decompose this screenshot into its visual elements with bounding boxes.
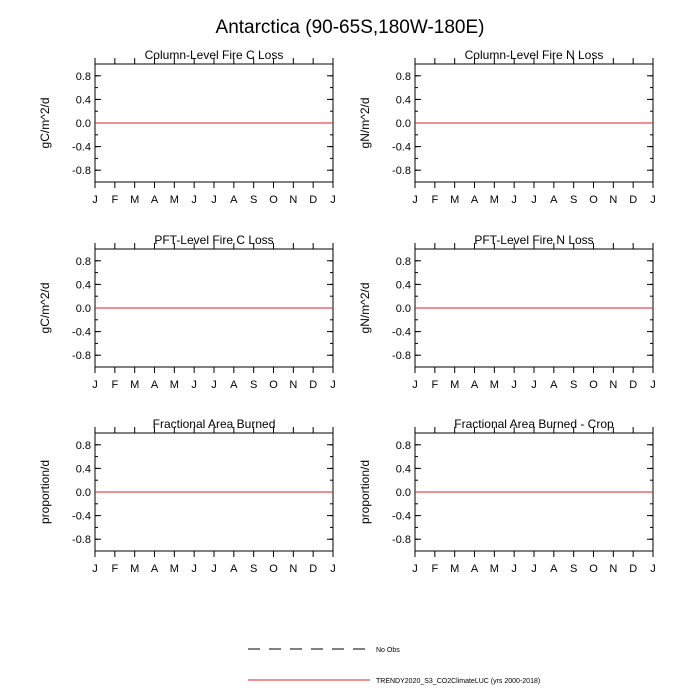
y-axis-label: gN/m^2/d [358,282,372,334]
x-tick-label: M [169,563,179,575]
y-tick-label: 0.8 [395,255,411,268]
panel-title: PFT-Level Fire N Loss [474,233,594,247]
y-tick-label: 0.0 [75,303,91,315]
x-tick-label: M [489,379,499,391]
y-tick-label: 0.4 [75,94,91,107]
panel-title: PFT-Level Fire C Loss [154,233,274,247]
x-tick-label: J [330,379,336,391]
x-tick-label: F [431,194,439,206]
chart-panel [38,417,336,575]
y-axis-label: proportion/d [358,459,372,525]
chart-panel [358,417,656,575]
y-axis-label: proportion/d [38,459,52,525]
x-tick-label: D [629,563,638,575]
y-tick-label: 0.8 [75,255,91,268]
x-tick-label: A [550,563,558,575]
x-tick-label: A [150,563,159,575]
y-tick-label: -0.4 [72,141,91,154]
x-tick-label: J [531,379,537,391]
x-tick-label: S [249,563,258,575]
panel-title: Fractional Area Burned - Crop [454,417,614,431]
x-tick-label: D [629,379,638,391]
x-tick-label: J [412,194,418,206]
x-tick-label: A [550,194,558,206]
x-tick-label: F [431,563,439,575]
x-tick-label: J [511,563,517,575]
chart-panel [358,48,656,206]
x-tick-label: J [650,194,656,206]
y-tick-label: -0.4 [72,326,91,339]
x-tick-label: O [589,194,598,206]
x-tick-label: J [191,563,197,575]
x-tick-label: J [92,379,98,391]
x-tick-label: J [412,563,418,575]
y-axis-label: gC/m^2/d [38,97,52,149]
y-tick-label: -0.4 [72,510,91,523]
x-tick-label: N [289,194,298,206]
figure-title: Antarctica (90-65S,180W-180E) [215,17,485,38]
x-tick-label: D [309,194,318,206]
x-tick-label: S [569,379,578,391]
x-tick-label: J [330,194,336,206]
x-tick-label: M [130,563,140,575]
x-tick-label: J [531,563,537,575]
x-tick-label: S [249,379,258,391]
y-tick-label: 0.8 [395,70,411,83]
legend-label: TRENDY2020_S3_CO2ClimateLUC (yrs 2000-2018) [376,678,541,685]
x-tick-label: M [130,194,140,206]
y-tick-label: 0.0 [75,118,91,130]
x-tick-label: M [169,379,179,391]
x-tick-label: J [211,563,217,575]
x-tick-label: J [191,194,197,206]
chart-panel [38,233,336,391]
x-tick-label: A [150,379,159,391]
x-tick-label: M [450,563,460,575]
x-tick-label: O [269,379,278,391]
y-tick-label: 0.8 [75,439,91,452]
x-tick-label: F [111,563,119,575]
x-tick-label: M [450,379,460,391]
y-tick-label: -0.8 [392,165,411,178]
y-tick-label: 0.0 [395,118,411,130]
x-tick-label: N [289,379,298,391]
x-tick-label: J [191,379,197,391]
x-tick-label: S [569,194,578,206]
x-tick-label: J [92,563,98,575]
x-tick-label: A [470,379,479,391]
x-tick-label: J [330,563,336,575]
chart-panels [38,48,656,575]
x-tick-label: A [470,563,479,575]
x-tick-label: A [230,379,238,391]
x-tick-label: D [629,194,638,206]
y-tick-label: 0.4 [75,463,91,476]
x-tick-label: J [211,194,217,206]
x-tick-label: J [511,379,517,391]
x-tick-label: N [609,194,618,206]
x-tick-label: O [589,563,598,575]
x-tick-label: A [230,563,238,575]
x-tick-label: M [450,194,460,206]
y-tick-label: -0.8 [72,534,91,547]
x-tick-label: J [511,194,517,206]
y-axis-label: gN/m^2/d [358,97,372,149]
y-tick-label: -0.4 [392,510,411,523]
x-tick-label: J [650,379,656,391]
y-tick-label: -0.8 [392,350,411,363]
y-tick-label: 0.4 [75,279,91,292]
x-tick-label: N [289,563,298,575]
x-tick-label: S [569,563,578,575]
x-tick-label: J [650,563,656,575]
y-tick-label: -0.4 [392,141,411,154]
y-tick-label: 0.4 [395,94,411,107]
x-tick-label: D [309,379,318,391]
x-tick-label: O [269,563,278,575]
x-tick-label: A [150,194,159,206]
x-tick-label: F [431,379,439,391]
x-tick-label: A [470,194,479,206]
x-tick-label: D [309,563,318,575]
y-tick-label: -0.8 [392,534,411,547]
y-tick-label: 0.8 [395,439,411,452]
x-tick-label: F [111,194,119,206]
legend-label: No Obs [376,647,400,654]
y-tick-label: -0.4 [392,326,411,339]
y-tick-label: 0.4 [395,463,411,476]
x-tick-label: O [269,194,278,206]
chart-panel [38,48,336,206]
x-tick-label: M [489,194,499,206]
x-tick-label: J [412,379,418,391]
legend [248,647,540,685]
y-axis-label: gC/m^2/d [38,282,52,334]
x-tick-label: N [609,379,618,391]
x-tick-label: F [111,379,119,391]
x-tick-label: O [589,379,598,391]
x-tick-label: N [609,563,618,575]
y-tick-label: 0.4 [395,279,411,292]
x-tick-label: M [489,563,499,575]
x-tick-label: J [211,379,217,391]
x-tick-label: A [550,379,558,391]
x-tick-label: J [531,194,537,206]
x-tick-label: S [249,194,258,206]
x-tick-label: M [169,194,179,206]
x-tick-label: M [130,379,140,391]
y-tick-label: -0.8 [72,350,91,363]
panel-title: Column-Level Fire N Loss [464,48,604,62]
y-tick-label: 0.0 [395,303,411,315]
panel-title: Column-Level Fire C Loss [144,48,284,62]
x-tick-label: J [92,194,98,206]
x-tick-label: A [230,194,238,206]
panel-title: Fractional Area Burned [152,417,276,431]
chart-panel [358,233,656,391]
y-tick-label: 0.0 [395,487,411,499]
y-tick-label: -0.8 [72,165,91,178]
y-tick-label: 0.0 [75,487,91,499]
y-tick-label: 0.8 [75,70,91,83]
